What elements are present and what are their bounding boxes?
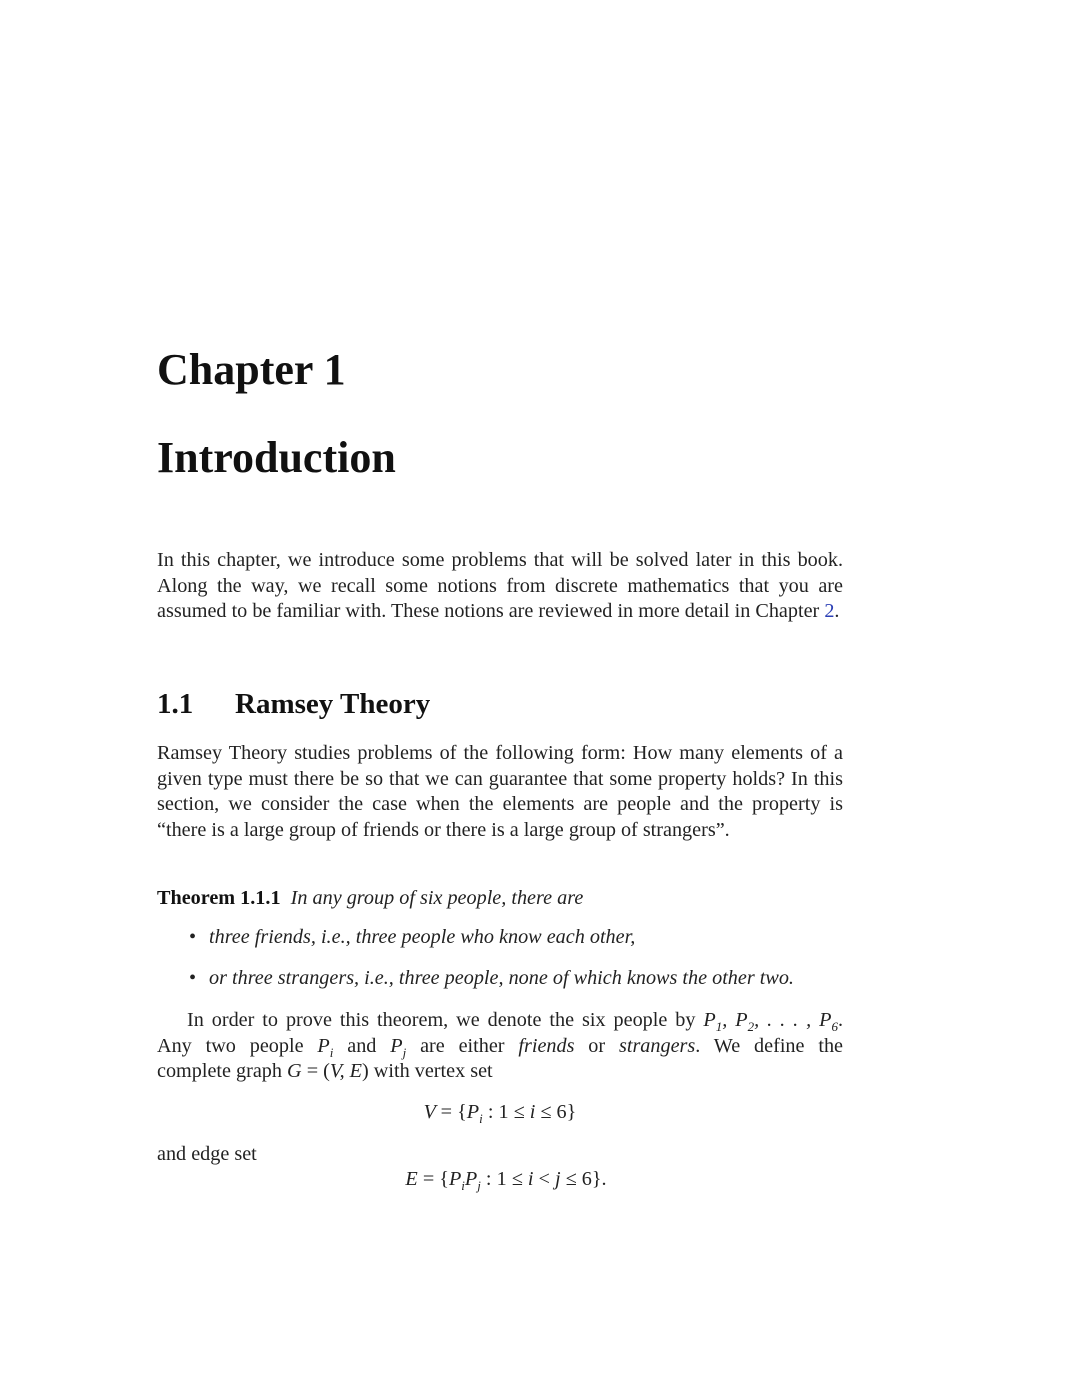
proof-line: complete graph G = (V, E) with vertex set	[157, 1060, 493, 1083]
list-item: • or three strangers, i.e., three people, none of which knows the other two.	[189, 967, 794, 989]
term-friends: friends	[518, 1034, 575, 1057]
chapter-label: Chapter 1	[157, 345, 346, 394]
proof-line: In order to prove this theorem, we denote the six people by $P_1$, $P_2$, . . . , $P_6$.	[187, 1009, 843, 1035]
graph-math: G = (V, E)	[287, 1060, 369, 1083]
section-number: 1.1	[157, 688, 194, 720]
people-sequence-math: $P_1$, $P_2$, . . . , $P_6$	[703, 1009, 838, 1035]
list-item: • three friends, i.e., three people who know each other,	[189, 926, 636, 948]
proof-line: Any two people $P_i$ and $P_j$ are either friends or strangers. We define the	[157, 1034, 843, 1060]
document-page	[157, 0, 843, 1397]
edge-set-equation: $E = \{P_iP_j$ : 1 ≤ i < j ≤ 6}.	[405, 1168, 607, 1194]
theorem-text: In any group of six people, there are	[290, 887, 584, 909]
chapter-reference-link[interactable]: 2	[824, 600, 835, 623]
section-title: Ramsey Theory	[235, 688, 431, 720]
intro-paragraph	[157, 548, 843, 625]
term-strangers: strangers	[618, 1034, 696, 1057]
section-heading	[157, 686, 430, 722]
bullet-icon: •	[189, 926, 197, 948]
bullet-icon: •	[189, 967, 197, 989]
vertex-set-equation: $V = \{P_i$ : 1 ≤ i ≤ 6}	[423, 1101, 577, 1127]
ramsey-paragraph: Ramsey Theory studies problems of the following form: How many elements of a given type must there be so that we can guarantee that some property holds? In this section, we consider the case when the elements are people and the property is “there is a large group of friends or there is a large group of strangers”.	[157, 742, 843, 842]
intro-text-end: .	[834, 600, 840, 623]
chapter-title: Introduction	[157, 433, 396, 482]
proof-paragraph	[157, 1008, 843, 1085]
edge-set-label: and edge set	[157, 1143, 257, 1165]
intro-text: In this chapter, we introduce some problems that will be solved later in this book. Along the way, we recall some notions from discrete mathematics that you are assumed to be familiar with. These notions are reviewed in more detail in Chapter	[157, 549, 843, 623]
theorem-label: Theorem 1.1.1	[157, 887, 281, 909]
theorem-statement	[157, 885, 843, 911]
